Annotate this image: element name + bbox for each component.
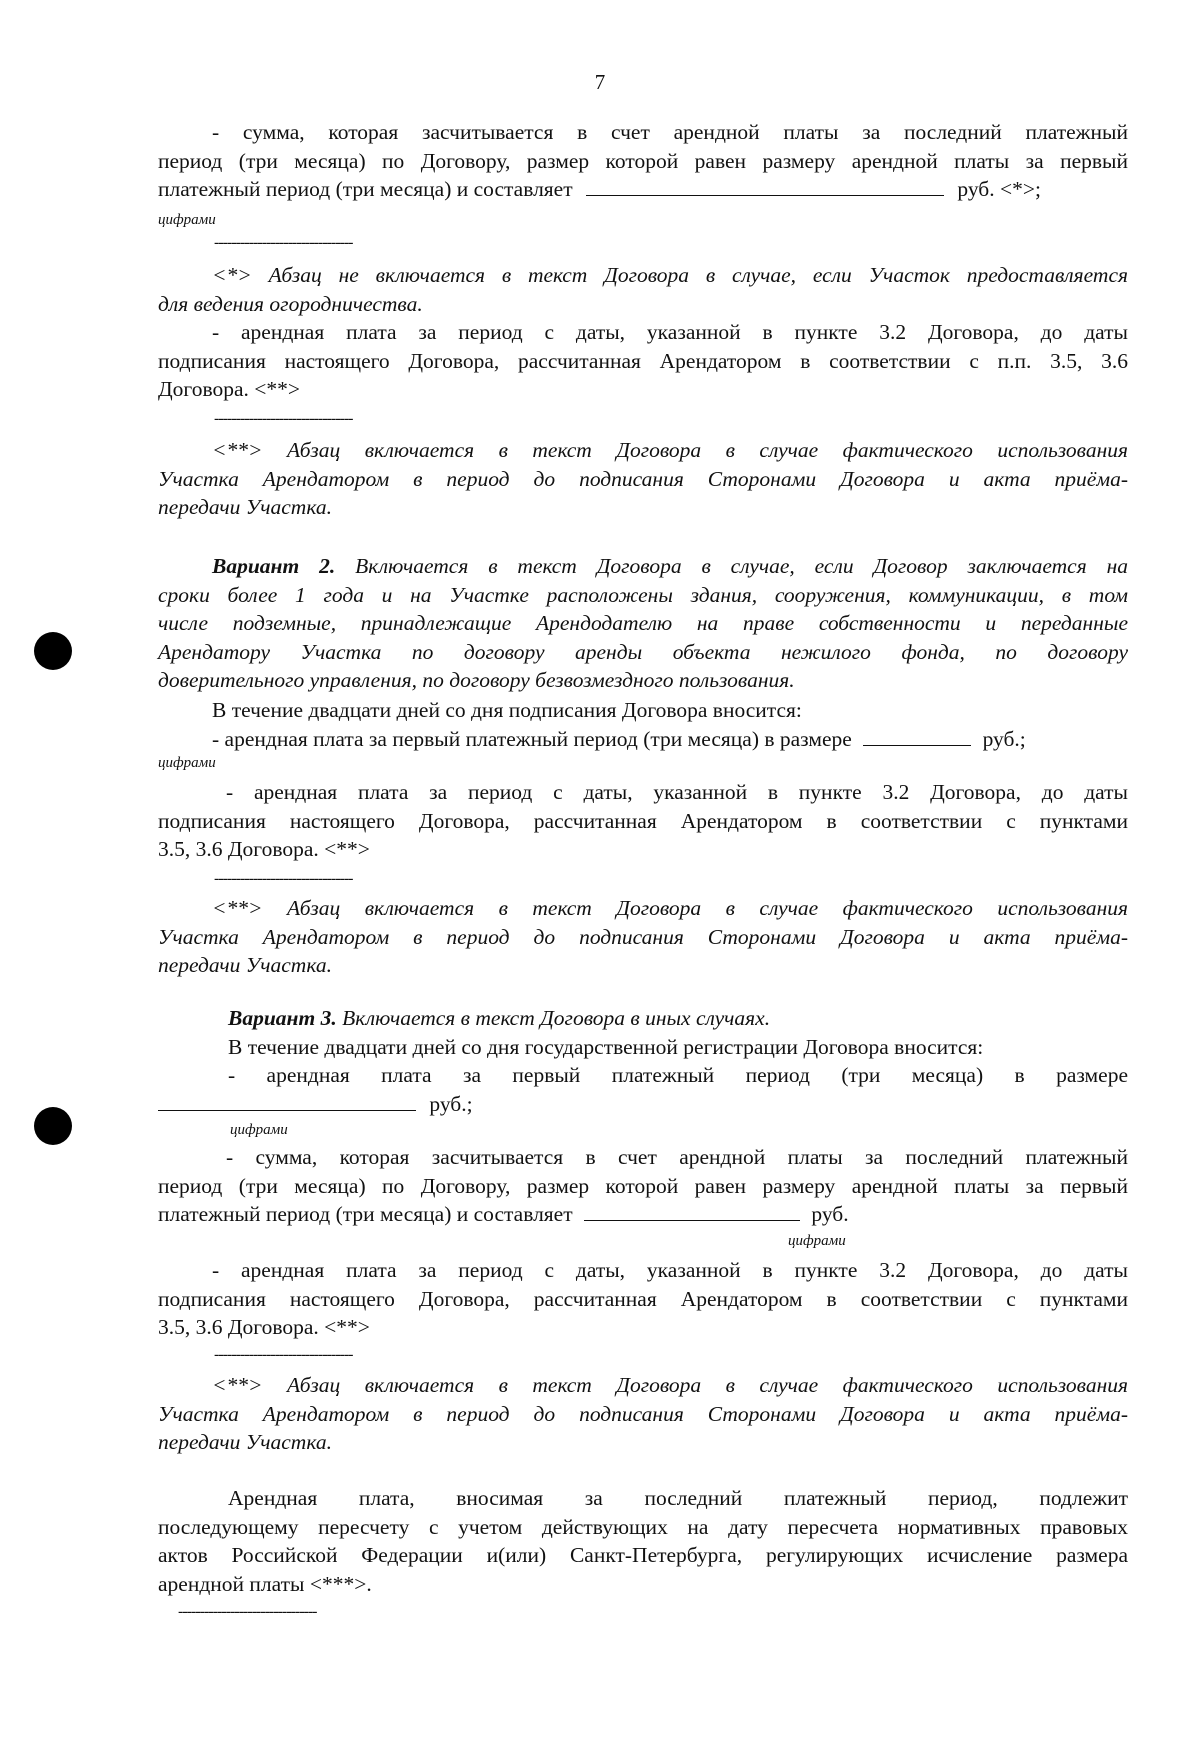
text-line: - сумма, которая засчитывается в счет арендной платы за последний платежный [212,120,1128,144]
variant-2-payments [158,696,1128,753]
text-line: В течение двадцати дней со дня подписания Договора вносится: [212,698,802,722]
footnote-1 [158,261,1128,318]
text-line: <**> Абзац включается в текст Договора в случае фактического использования [212,896,1128,920]
variant-3-title: Вариант 3. [228,1006,337,1030]
text-line: - арендная плата за период с даты, указанной в пункте 3.2 Договора, до даты [226,780,1128,804]
rent-paragraph-1 [158,318,1128,404]
text-fragment: платежный период (три месяца) и составляет [158,177,573,201]
top-paragraph [158,118,1128,204]
text-line: Участка Арендатором в период до подписания Сторонами Договора и акта приёма- [158,466,1128,491]
text-line: <**> Абзац включается в текст Договора в случае фактического использования [212,1373,1128,1397]
text-line: передачи Участка. [158,1430,332,1454]
text-line [158,725,1128,754]
text-line: период (три месяца) по Договору, размер которой равен размеру арендной платы за первый [158,1173,1128,1198]
text-line: - арендная плата за период с даты, указанной в пункте 3.2 Договора, до даты [212,320,1128,344]
variant-2-description [158,552,1128,695]
text-line: - арендная плата за период с даты, указанной в пункте 3.2 Договора, до даты [212,1258,1128,1282]
text-line: арендной платы <***>. [158,1571,372,1596]
blank-field [158,1090,416,1111]
text-line [158,175,1128,204]
page-number: 7 [594,70,606,94]
text-fragment: Включается в текст Договора в случае, если Договор заключается на [355,554,1129,578]
text-line: числе подземные, принадлежащие Арендодателю на праве собственности и переданные [158,611,1128,635]
text-line: подписания настоящего Договора, рассчитанная Арендатором в соответствии с пунктами [158,808,1128,833]
text-line: <**> Абзац включается в текст Договора в случае фактического использования [212,438,1128,462]
final-paragraph [158,1484,1128,1598]
text-line [158,1200,1128,1229]
text-line: Арендатору Участка по договору аренды объекта нежилого фонда, по договору [158,639,1128,664]
footnote-2 [158,436,1128,522]
text-line: последующему пересчету с учетом действующих на дату пересчета нормативных правовых [158,1514,1128,1539]
text-line: доверительного управления, по договору безвозмездного пользования. [158,668,795,692]
digits-label: цифрами [158,755,216,771]
text-line: актов Российской Федерации и(или) Санкт-Петербурга, регулирующих исчисление размера [158,1543,1128,1567]
digits-label: цифрами [788,1233,846,1249]
footnote-separator: -------------------------------- [214,870,353,887]
text-line: Участка Арендатором в период до подписания Сторонами Договора и акта приёма- [158,1401,1128,1426]
text-fragment: Включается в текст Договора в иных случаях. [342,1006,771,1030]
text-line: передачи Участка. [158,495,332,519]
footnote-separator: -------------------------------- [214,234,353,251]
digits-label: цифрами [230,1122,288,1138]
text-line: 3.5, 3.6 Договора. <**> [158,1315,370,1339]
text-line: подписания настоящего Договора, рассчитанная Арендатором в соответствии с п.п. 3.5, 3.6 [158,348,1128,373]
text-line: - арендная плата за первый платежный период (три месяца) в размере [228,1063,1128,1087]
text-line: - сумма, которая засчитывается в счет арендной платы за последний платежный [226,1145,1128,1169]
text-line: для ведения огородничества. [158,291,423,316]
text-line [158,552,1128,581]
text-fragment: руб.; [429,1091,473,1116]
text-line [158,1004,1128,1033]
text-line: период (три месяца) по Договору, размер которой равен размеру арендной платы за первый [158,148,1128,173]
text-line [158,1090,1128,1119]
text-line: В течение двадцати дней со дня государственной регистрации Договора вносится: [228,1034,984,1059]
blank-field [863,725,971,746]
variant-3-sum [158,1143,1128,1229]
text-line: Договора. <**> [158,377,300,401]
text-line: сроки более 1 года и на Участке расположены здания, сооружения, коммуникации, в том [158,582,1128,607]
text-line: Арендная плата, вносимая за последний платежный период, подлежит [228,1486,1128,1510]
variant-3 [158,1004,1128,1118]
text-line: 3.5, 3.6 Договора. <**> [158,837,370,861]
variant-2-rent [158,778,1128,864]
text-line: подписания настоящего Договора, рассчитанная Арендатором в соответствии с пунктами [158,1286,1128,1311]
text-line: Участка Арендатором в период до подписания Сторонами Договора и акта приёма- [158,924,1128,949]
text-fragment: платежный период (три месяца) и составляет [158,1202,573,1226]
footnote-3 [158,894,1128,980]
blank-field [586,175,944,196]
hole-punch-mark [34,632,72,670]
text-fragment: руб.; [982,726,1026,751]
text-fragment: руб. [811,1202,849,1226]
footnote-separator: -------------------------------- [214,410,353,427]
digits-label: цифрами [158,212,216,228]
footnote-separator: -------------------------------- [214,1346,353,1363]
hole-punch-mark [34,1107,72,1145]
footnote-separator: -------------------------------- [178,1603,317,1620]
text-fragment: руб. <*>; [957,177,1041,201]
footnote-4 [158,1371,1128,1457]
blank-field [584,1200,800,1221]
text-fragment: - арендная плата за первый платежный период (три месяца) в размере [212,726,852,751]
variant-2-title: Вариант 2. [212,554,336,578]
variant-3-rent [158,1256,1128,1342]
text-line: передачи Участка. [158,953,332,977]
text-line: <*> Абзац не включается в текст Договора в случае, если Участок предоставляется [212,263,1128,287]
